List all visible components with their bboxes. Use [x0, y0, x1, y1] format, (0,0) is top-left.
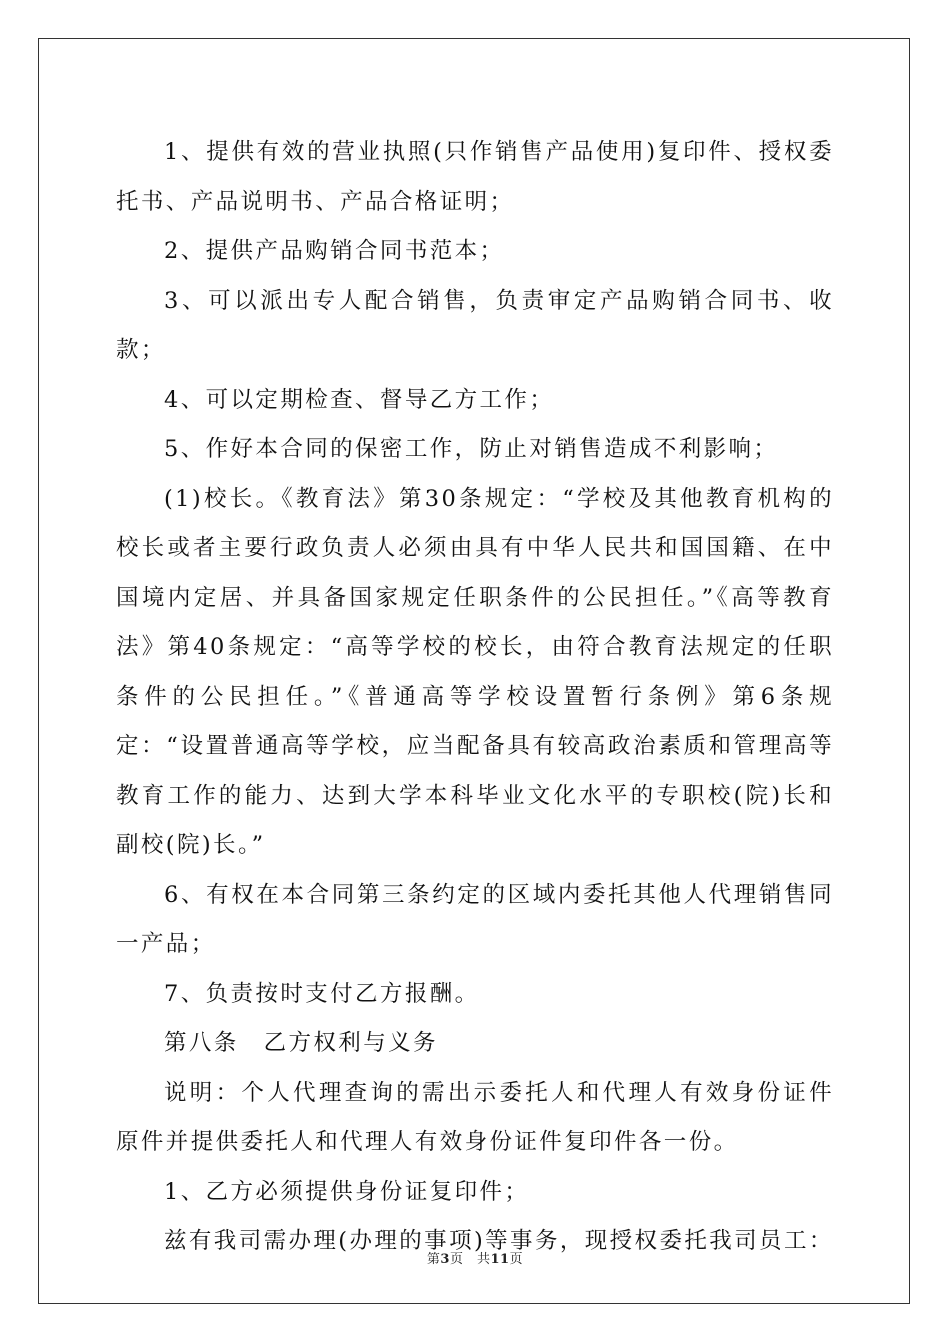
paragraph-explanation: 说明：个人代理查询的需出示委托人和代理人有效身份证件原件并提供委托人和代理人有效身份证件复印件各一份。: [116, 1079, 834, 1155]
paragraph-item-4: 4、可以定期检查、督导乙方工作；: [164, 386, 555, 413]
footer-mid: 页 共: [449, 1252, 491, 1267]
footer-current-page: 3: [440, 1252, 450, 1267]
paragraph-item-1: 1、提供有效的营业执照(只作销售产品使用)复印件、授权委托书、产品说明书、产品合格证明；: [116, 139, 834, 215]
paragraph-item-2: 2、提供产品购销合同书范本；: [164, 238, 505, 264]
paragraph-item-5: 5、作好本合同的保密工作，防止对销售造成不利影响；: [164, 436, 779, 462]
footer-suffix: 页: [509, 1252, 524, 1267]
section-heading-article-8: 第八条 乙方权利与义务: [164, 1030, 438, 1056]
footer-prefix: 第: [426, 1252, 441, 1267]
paragraph-principal-law: (1)校长。《教育法》第30条规定：“学校及其他教育机构的校长或者主要行政负责人必须由具有中华人民共和国国籍、在中国境内定居、并具备国家规定任职条件的公民担任。”《高等教育法》第40条规定：“高等学校的校长，由符合教育法规定的任职条件的公民担任。”《普通高等学校设置暂行条例》第6条规定：“设置普通高等学校，应当配备具有较高政治素质和管理高等教育工作的能力、达到大学本科毕业文化水平的专职校(院)长和副校(院)长。”: [116, 485, 834, 858]
footer-total-pages: 11: [490, 1252, 510, 1267]
paragraph-item-7: 7、负责按时支付乙方报酬。: [164, 980, 480, 1007]
page-number-footer: [0, 1248, 950, 1267]
paragraph-party-b-item-1: 1、乙方必须提供身份证复印件；: [164, 1178, 530, 1205]
paragraph-item-6: 6、有权在本合同第三条约定的区域内委托其他人代理销售同一产品；: [116, 881, 834, 957]
paragraph-authorization: 兹有我司需办理(办理的事项)等事务，现授权委托我司员工：: [164, 1228, 834, 1254]
document-body: [116, 128, 834, 1267]
paragraph-item-3: 3、可以派出专人配合销售，负责审定产品购销合同书、收款；: [116, 287, 834, 363]
